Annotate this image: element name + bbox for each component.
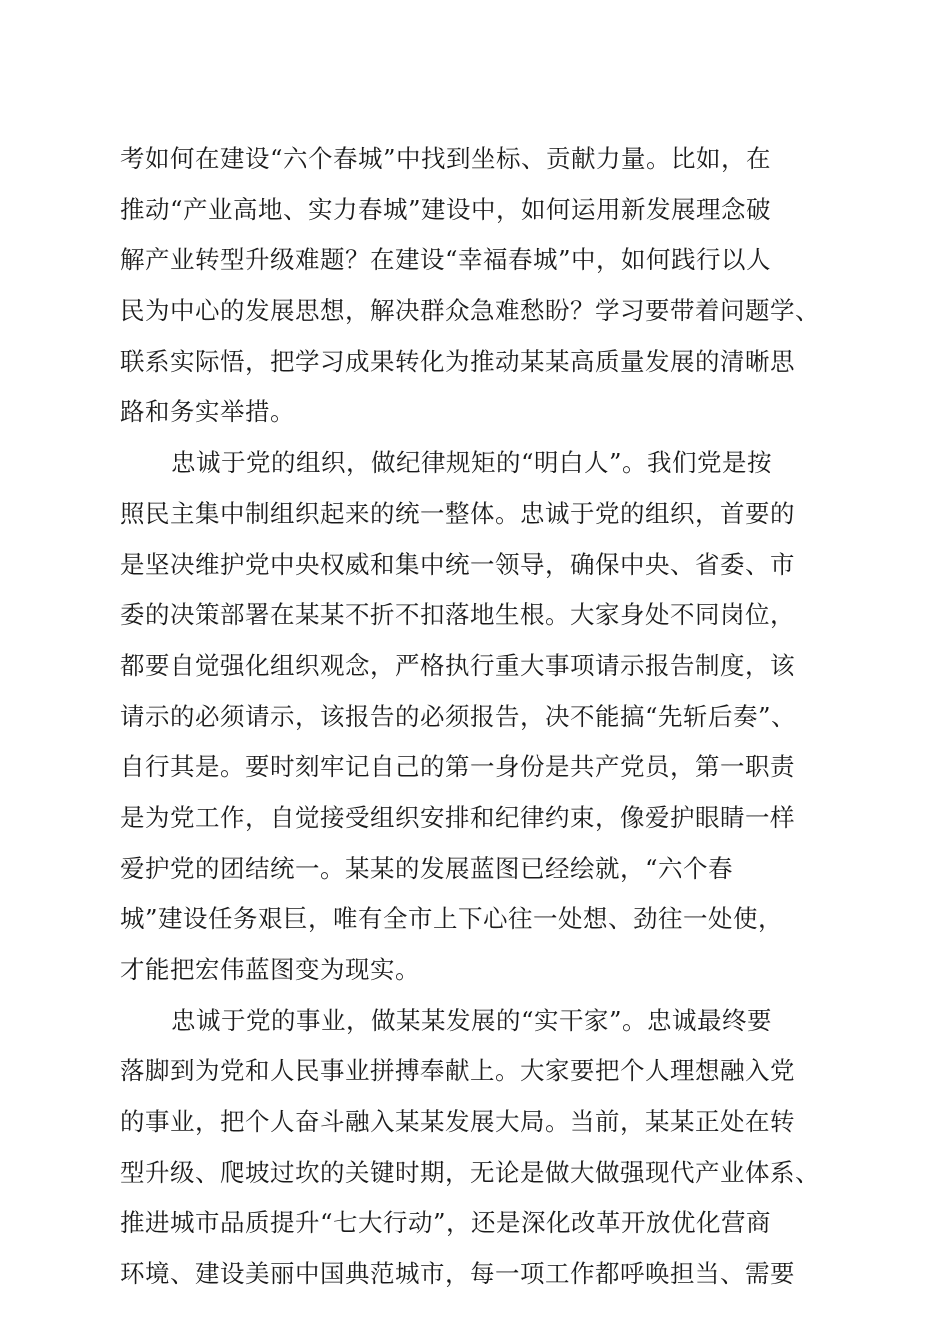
text-line: 城”建设任务艰巨，唯有全市上下心往一处想、劲往一处使， [120, 904, 784, 934]
text-line: 爱护党的团结统一。某某的发展蓝图已经绘就，“六个春 [120, 853, 734, 883]
text-line: 忠诚于党的组织，做纪律规矩的“明白人”。我们党是按 [171, 448, 773, 478]
text-line: 推进城市品质提升“七大行动”，还是深化改革开放优化营商 [120, 1208, 772, 1238]
text-line: 落脚到为党和人民事业拼搏奉献上。大家要把个人理想融入党 [120, 1056, 795, 1086]
text-line: 忠诚于党的事业，做某某发展的“实干家”。忠诚最终要 [171, 1005, 773, 1035]
text-line: 才能把宏伟蓝图变为现实。 [120, 955, 420, 984]
paragraph-3 [120, 996, 830, 1300]
document-body [120, 134, 830, 1300]
text-line: 路和务实举措。 [120, 397, 295, 427]
text-line: 照民主集中制组织起来的统一整体。忠诚于党的组织，首要的 [120, 498, 795, 528]
text-line: 都要自觉强化组织观念，严格执行重大事项请示报告制度，该 [120, 650, 795, 680]
text-line: 解产业转型升级难题？在建设“幸福春城”中，如何践行以人 [120, 245, 772, 275]
paragraph-2 [120, 438, 830, 996]
text-line: 型升级、爬坡过坎的关键时期，无论是做大做强现代产业体系、 [120, 1157, 820, 1187]
text-line: 委的决策部署在某某不折不扣落地生根。大家身处不同岗位， [120, 600, 795, 630]
text-line: 请示的必须请示，该报告的必须报告，决不能搞“先斩后奏”、 [120, 701, 797, 731]
text-line: 是为党工作，自觉接受组织安排和纪律约束，像爱护眼睛一样 [120, 802, 795, 832]
text-line: 推动“产业高地、实力春城”建设中，如何运用新发展理念破 [120, 194, 772, 224]
text-line: 考如何在建设“六个春城”中找到坐标、贡献力量。比如，在 [120, 144, 772, 173]
text-line: 自行其是。要时刻牢记自己的第一身份是共产党员，第一职责 [120, 752, 795, 782]
text-line: 环境、建设美丽中国典范城市，每一项工作都呼唤担当、需要 [120, 1259, 795, 1289]
paragraph-1 [120, 134, 830, 438]
text-line: 是坚决维护党中央权威和集中统一领导，确保中央、省委、市 [120, 549, 795, 579]
text-line: 民为中心的发展思想，解决群众急难愁盼？学习要带着问题学、 [120, 296, 820, 326]
text-line: 的事业，把个人奋斗融入某某发展大局。当前，某某正处在转 [120, 1107, 795, 1137]
text-line: 联系实际悟，把学习成果转化为推动某某高质量发展的清晰思 [120, 346, 795, 376]
